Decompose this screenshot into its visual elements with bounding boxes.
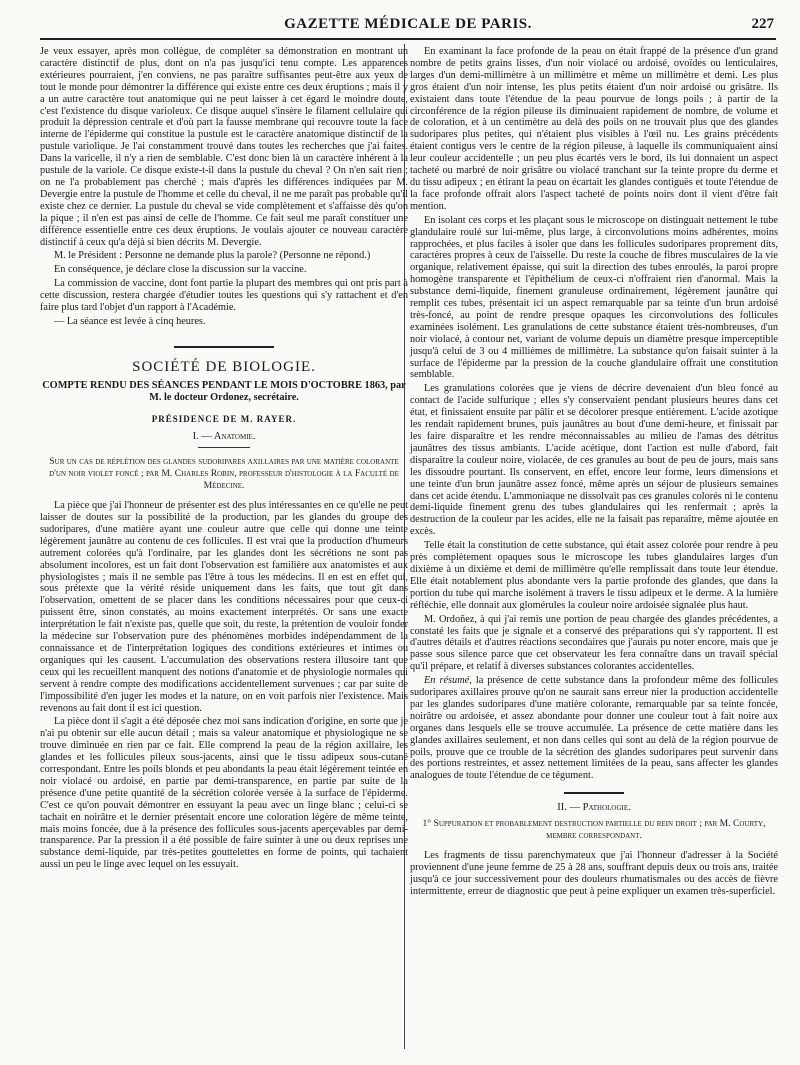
paragraph: Je veux essayer, après mon collègue, de compléter sa démonstration en montrant un caractère distinctif de plus, dont on n'a pas jusqu'ici tenu compte. Les apparences extérieures pourraient, j'en conviens, ne pas paraître suffisantes peut-être aux yeux de tout le monde pour démontrer la différence qui existe entre ces deux éruptions ; mais il y a un autre caractère tout anatomique qui ne peut laisser à cet égard le moindre doute, c'est l'existence du disque varioleux. Ce disque auquel s'insère le filament cellulaire qui produit la dépression centrale et d'où part la fausse membrane qui recouvre toute la face interne de l'épiderme qui constitue la pustule est le caractère anatomique distinctif de la pustule variolique. Je l'ai constamment trouvé dans toutes les recherches que j'ai faites. Dans la varicelle, il n'y a rien de semblable. C'est donc bien là un caractère inhérent à la pustule de la variole. Ce disque existe-t-il dans la pustule du cheval ? On n'en sait rien ; on ne l'a probablement pas cherché ; mais d'après les différences indiquées par M. Devergie entre la pustule de l'homme et celle du cheval, il ne me paraît pas probable qu'il existe chez ce dernier. La pustule du cheval se vide complètement et s'affaisse dès qu'on la pique ; il n'en est pas ainsi de celle de l'homme. Ce fait seul me paraît constituer une différence essentielle entre ces deux éruptions. Je voulais ajouter ce nouveau caractère distinctif à ceux qu'a déjà si bien décrits M. Devergie.	[40, 46, 408, 248]
paragraph: Les granulations colorées que je viens de décrire devenaient d'un bleu foncé au contact de l'acide sulfurique ; elles s'y conservaient pendant plusieurs heures dans cet état, et finissaient ensuite par pâlir et se décolorer presque entièrement. L'acide azotique les rendait rapidement brunes, puis jaunâtres au bout d'une demi-heure, et finissait par les faire disparaître et les rendre méconnaissables au milieu de l'amas des détritus jaunâtres des tissus ambiants. L'acide acétique, dont l'action est nulle d'abord, fait disparaître la couleur noire, violacée, de ces granules au bout de peu de jours, mais sans les dissoudre pourtant. Ils conservent, en effet, encore leur forme, leurs dimensions et une teinte d'un brun jaunâtre assez foncé, même après un séjour de plusieurs semaines dans cet acide étendu. L'ammoniaque ne dissolvait pas ces granules colorés ni le contenu demi-liquide finement grenu des tubes glandulaires qui les renfermait ; après la destruction de la couleur par les acides, elle ne la faisait pas reparaître, même ajoutée en excès.	[410, 383, 778, 538]
report-heading: COMPTE RENDU DES SÉANCES PENDANT LE MOIS D'OCTOBRE 1863, par M. le docteur Ordonez, secrétaire.	[42, 379, 406, 403]
paragraph: Les fragments de tissu parenchymateux que j'ai l'honneur d'adresser à la Société proviennent d'une jeune femme de 25 à 28 ans, souffrant depuis deux ou trois ans, traitée jusqu'à ce jour successivement pour des douleurs rhumatismales ou des accès de fièvre intermittente, erreur de diagnostic que peut à peine expliquer un examen très-superficiel.	[410, 850, 778, 897]
paragraph: M. Ordoñez, à qui j'ai remis une portion de peau chargée des glandes précédentes, a constaté les faits que je signale et a conservé des préparations qui s'y rapportent. Il est d'autres détails et d'autres réactions secondaires que j'aurais pu noter encore, mais que je passe sous silence parce que cet observateur les fera connaître dans un travail spécial qu'il prépare, et relatif à diverses substances colorantes accidentelles.	[410, 613, 778, 673]
page-number: 227	[751, 16, 774, 32]
paragraph: La pièce dont il s'agit a été déposée chez moi sans indication d'origine, en sorte que je n'ai pu obtenir sur elle aucun détail ; mais sa valeur anatomique et physiologique ne se trouve diminuée en rien par ce fait. Elle comprend la peau de la région axillaire, les glandes et les follicules pileux sous-jacents, ainsi que le tissu adipeux sous-cutané correspondant. Entre les poils blonds et peu abondants la peau était légèrement teintée en noir violacé ou ardoisé, en partie par demi-transparence, en partie par suite de la présence d'une petite quantité de la sécrétion colorée versée à la surface de l'épiderme. C'est ce qu'on pouvait démontrer en essuyant la peau avec un linge blanc ; celui-ci se tachait en noirâtre et le dernier présentait encore une coloration légère de même teinte, mais moins foncée, due à la présence des follicules sous-jacents aperçevables par demi-transparence. Par la pression il a été possible de faire suinter à une ou deux reprises une substance demi-liquide, par très-petites gouttelettes en forme de points, qui tachaient aussi un peu le linge avec lequel on les essuyait.	[40, 716, 408, 871]
paragraph: M. le Président : Personne ne demande plus la parole? (Personne ne répond.)	[54, 250, 371, 262]
paragraph: La commission de vaccine, dont font partie la plupart des membres qui ont pris part à cette discussion, restera chargée d'étudier toutes les questions qui s'y rattachent et d'en faire plus tard l'objet d'un rapport à l'Académie.	[40, 278, 408, 314]
section-separator	[564, 792, 624, 794]
paragraph: En conséquence, je déclare close la discussion sur la vaccine.	[54, 264, 307, 276]
paragraph: — La séance est levée à cinq heures.	[54, 315, 206, 327]
section-rule	[198, 447, 250, 448]
paragraph	[410, 675, 778, 782]
section-heading-anatomie: I. — Anatomie.	[192, 431, 256, 443]
article-subtitle: 1° Suppuration et probablement destruction partielle du rein droit ; par M. Courty, membre correspondant.	[422, 818, 766, 842]
presidency-line: PRÉSIDENCE DE M. RAYER.	[151, 413, 297, 424]
section-separator	[174, 346, 274, 348]
emphasis-text: En résumé,	[424, 675, 472, 687]
left-column	[40, 46, 408, 873]
section-heading-pathologie: II. — Pathologie.	[557, 802, 631, 814]
journal-title: GAZETTE MÉDICALE DE PARIS.	[284, 16, 532, 32]
article-subtitle: Sur un cas de réplétion des glandes sudoripares axillaires par une matière colorante d'un noir violet foncé ; par M. Charles Robin, professeur d'histologie à la Faculté de Médecine.	[49, 456, 399, 492]
page-header	[40, 16, 776, 40]
paragraph: En examinant la face profonde de la peau on était frappé de la présence d'un grand nombre de petits grains lisses, d'un noir violacé ou ardoisé, ovoïdes ou lenticulaires, larges d'un demi-millimètre à un millimètre et même un millimètre et demi. Les plus gros étaient d'un noir intense, les plus petits étaient d'un noir ardoisé ou grisâtre. Ils existaient dans toute l'étendue de la peau pourvue de longs poils ; à partir de la circonférence de la région pileuse ils diminuaient rapidement de nombre, de volume et de coloration, et à un centimètre au delà des poils on ne trouvait plus que des glandes sudoripares plus petites, qui n'étaient plus visibles à l'œil nu. Les grains précédents étaient contigus vers le centre de la région pileuse, à laquelle ils communiquaient ainsi leur couleur accidentelle ; un peu plus écartés vers le bord, ils lui donnaient un aspect tacheté ou marbré de noir grisâtre ou violacé tranchant sur la teinte propre du derme et du tissu adipeux ; en étirant la peau on écartait les glandes contiguës et toute l'étendue de la face profonde offrait alors l'aspect tacheté de points noirs dont il vient d'être fait mention.	[410, 46, 778, 212]
society-heading: SOCIÉTÉ DE BIOLOGIE.	[132, 358, 316, 375]
paragraph: En isolant ces corps et les plaçant sous le microscope on distinguait nettement le tube glandulaire roulé sur lui-même, plus large, à circonvolutions moins adhérentes, moins rapprochées, et plus faciles à isoler que dans les follicules sudoripares proprement dits, caractères propres à ceux de l'aisselle. Du reste la couche de fibres musculaires de la vie organique, relativement épaisse, qui suit la direction des tubes enroulés, la paroi propre homogène transparente et l'épithélium de ceux-ci n'offraient rien d'anormal. Mais la substance demi-liquide, finement granuleuse ordinairement, légèrement jaunâtre qui remplit ces tubes, présentait ici un aspect remarquable par sa teinte d'un brun ardoisé très-foncé, au point de rendre presque opaques les circonvolutions des follicules examinées isolément. Les granulations de cette substance étaient très-nombreuses, d'un noir violacé, à contour net, variant de volume depuis un diamètre presque imperceptible jusqu'à celui de 3 ou 4 millièmes de millimètre. La substance qu'on faisait suinter à la surface de l'épiderme par la pression de la couche glandulaire offrait une constitution semblable.	[410, 214, 778, 381]
paragraph: La pièce que j'ai l'honneur de présenter est des plus intéressantes en ce qu'elle ne peut laisser de doutes sur la possibilité de la production, par les glandes du groupe des sudoripares, d'une matière ayant une couleur autre que celle qui donne une teinte légèrement jaunâtre au contenu de ces follicules. Il est vrai que la production d'humeurs autrement colorées qu'à l'ordinaire, par les glandes dont les sécrétions ne sont pas absolument incolores, est un fait dont l'observation est familière aux anatomistes et aux physiologistes ; mais il ne semble pas l'être à tous les médecins. Il en est en effet qui, sous prétexte que la vérité réside uniquement dans les faits, que tout gît dans l'observation, omettent de se placer dans les conditions nécessaires pour que ceux-ci puissent être, sinon constatés, au moins exactement interprétés. Or sans une exacte interprétation le fait n'existe pas, quelle que soit, du reste, la prétention de vouloir fonder la médecine sur l'observation pure des phénomènes morbides indépendamment de la connaissance et de l'interprétation logiques des conditions extérieures et intimes ou organiques qui les causent. L'accumulation des observations restera illusoire tant que ceux qui les recueillent manquent des notions d'anatomie et de physiologie normales qui servent à rendre compte des modifications accidentellement survenues ; car par suite de l'impossibilité d'en juger les modes et la nature, on en voit parfois nier l'existence. Mais revenons au fait dont il est ici question.	[40, 500, 408, 714]
paragraph: Telle était la constitution de cette substance, qui était assez colorée pour rendre à peu près complètement opaques sous le microscope les tubes glandulaires larges d'un dixième à un dixième et demi de millimètre qu'elle remplissait dans toute leur étendue. Elle était notablement plus abondante vers la partie profonde des glandes, que dans la portion du tube qui marche isolément à travers le tissu adipeux et le derme. A la lumière réfléchie, elle donnait aux glomérules la couleur noire ardoisée signalée plus haut.	[410, 540, 778, 611]
right-column	[410, 46, 778, 900]
paragraph-text: la présence de cette substance dans la profondeur même des follicules sudoripares axillaires prouve qu'on ne saurait sans erreur nier la production accidentelle par les glandes sudoripares d'une matière colorante, remarquable par sa teinte foncée, noirâtre ou ardoisée, et assez abondante pour donner une couleur tout à fait noire aux organes dans lesquels elle se trouve accumulée. La présence de cette matière dans les glandes axillaires seulement, et non dans celles qui sont au delà de la région pourvue de poils, prouve que ce trouble de la sécrétion des glandes sudoripares peut survenir dans des portions restreintes, et assez nettement limitées de la peau, sans affecter les glandes analogues de toute l'étendue de ce tégument.	[410, 675, 779, 782]
